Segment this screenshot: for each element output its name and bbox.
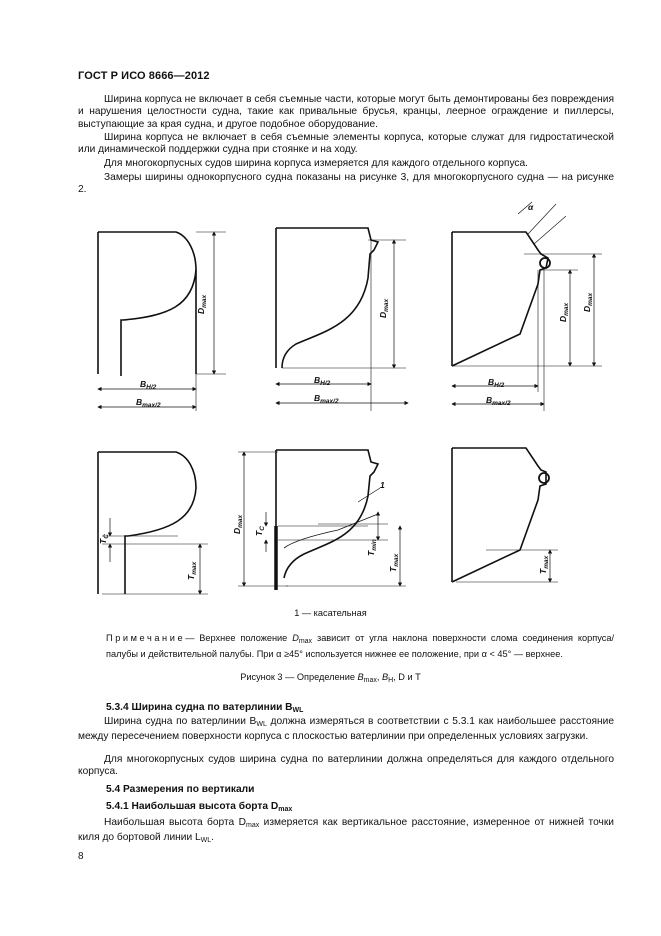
note-label: Примечание bbox=[106, 633, 186, 643]
label-d-max-5: $D_{max}$ bbox=[232, 514, 244, 534]
sketch-2-hull bbox=[276, 228, 408, 411]
note-text: зависит от угла наклона поверхности слома соединения корпуса/палубы и действительной палубы. При α ≥45° используется нижнее ее положение, при α < 45° — верхнее. bbox=[106, 633, 614, 660]
document-code: ГОСТ Р ИСО 8666—2012 bbox=[78, 70, 210, 82]
figure-note bbox=[106, 632, 614, 661]
note-dash: — Верхнее положение bbox=[185, 633, 293, 643]
label-d-max-1: $D_{max}$ bbox=[196, 294, 208, 314]
callout-1: 1 bbox=[380, 480, 385, 490]
label-t-max-2: $T_{max}$ bbox=[388, 553, 400, 572]
paragraph-2: Ширина корпуса не включает в себя съемные элементы корпуса, которые служат для гидростатической или динамической поддержки судна при стоянке и на ходу. bbox=[78, 132, 614, 156]
paragraph-1: Ширина корпуса не включает в себя съемные части, которые могут быть демонтированы без повреждения и нарушения целостности судна, такие как привальные брусья, кранцы, леерное ограждение и пиллерсы, выступающие за края судна, и другое подобное оборудование. bbox=[78, 94, 614, 130]
label-b-max2-1: $B_{max/2}$ bbox=[136, 397, 161, 409]
figure-legend: 1 — касательная bbox=[294, 608, 367, 618]
sketch-1-hull bbox=[98, 232, 226, 411]
label-b-max2-2: $B_{max/2}$ bbox=[314, 393, 339, 405]
section-5-3-4-paragraph-2: Для многокорпусных судов ширина судна по ватерлинии должна определяться для каждого отдельного корпуса. bbox=[78, 754, 614, 778]
label-b-h2-3: $B_{H/2}$ bbox=[488, 377, 505, 389]
figure-caption: Рисунок 3 — Определение $B_{max}$, $B_H$, D и T bbox=[240, 672, 421, 684]
label-t-max-1: $T_{max}$ bbox=[186, 561, 198, 580]
label-t-max-3: $T_{max}$ bbox=[538, 555, 550, 574]
sketch-3-hull bbox=[452, 202, 602, 411]
label-b-h2-2: $B_{H/2}$ bbox=[314, 375, 331, 387]
paragraph-4: Замеры ширины однокорпусного судна показаны на рисунке 3, для многокорпусного судна — на рисунке 2. bbox=[78, 172, 614, 196]
page-number: 8 bbox=[78, 851, 84, 862]
label-t-c-1: $T_C$ bbox=[98, 534, 110, 544]
paragraph-3: Для многокорпусных судов ширина корпуса измеряется для каждого отдельного корпуса. bbox=[104, 158, 529, 169]
label-d-max-2: $D_{max}$ bbox=[378, 298, 390, 318]
label-b-max2-3: $B_{max/2}$ bbox=[486, 395, 511, 407]
label-t-min: $T_{min}$ bbox=[366, 539, 378, 556]
note-dmax: D bbox=[292, 633, 299, 643]
label-b-h2-1: $B_{H/2}$ bbox=[140, 379, 157, 391]
section-5-4-title: 5.4 Размерения по вертикали bbox=[106, 784, 255, 795]
label-d-max-3a: $D_{max}$ bbox=[558, 302, 570, 322]
figure-3-hull-sections bbox=[88, 196, 608, 596]
section-5-4-1-paragraph: Наибольшая высота борта $D_{max}$ измеряется как вертикальное расстояние, измеренное от нижней точки киля до бортовой линии $L_{WL}$. bbox=[78, 817, 614, 845]
label-alpha: α bbox=[528, 202, 534, 212]
section-5-3-4-title: 5.3.4 Ширина судна по ватерлинии $B_{WL}$ bbox=[106, 702, 304, 714]
label-t-c-2: $T_C$ bbox=[254, 526, 266, 536]
section-5-3-4-paragraph-1: Ширина судна по ватерлинии $B_{WL}$ должна измеряться в соответствии с 5.3.1 как наибольшее расстояние между пересечением поверхности корпуса с плоскостью ватерлинии при определенных условиях загрузки. bbox=[78, 716, 614, 743]
label-d-max-3b: $D_{max}$ bbox=[582, 292, 594, 312]
sketch-5-hull bbox=[238, 450, 406, 590]
note-dmax-sub: max bbox=[298, 638, 313, 645]
section-5-4-1-title: 5.4.1 Наибольшая высота борта $D_{max}$ bbox=[106, 801, 293, 813]
